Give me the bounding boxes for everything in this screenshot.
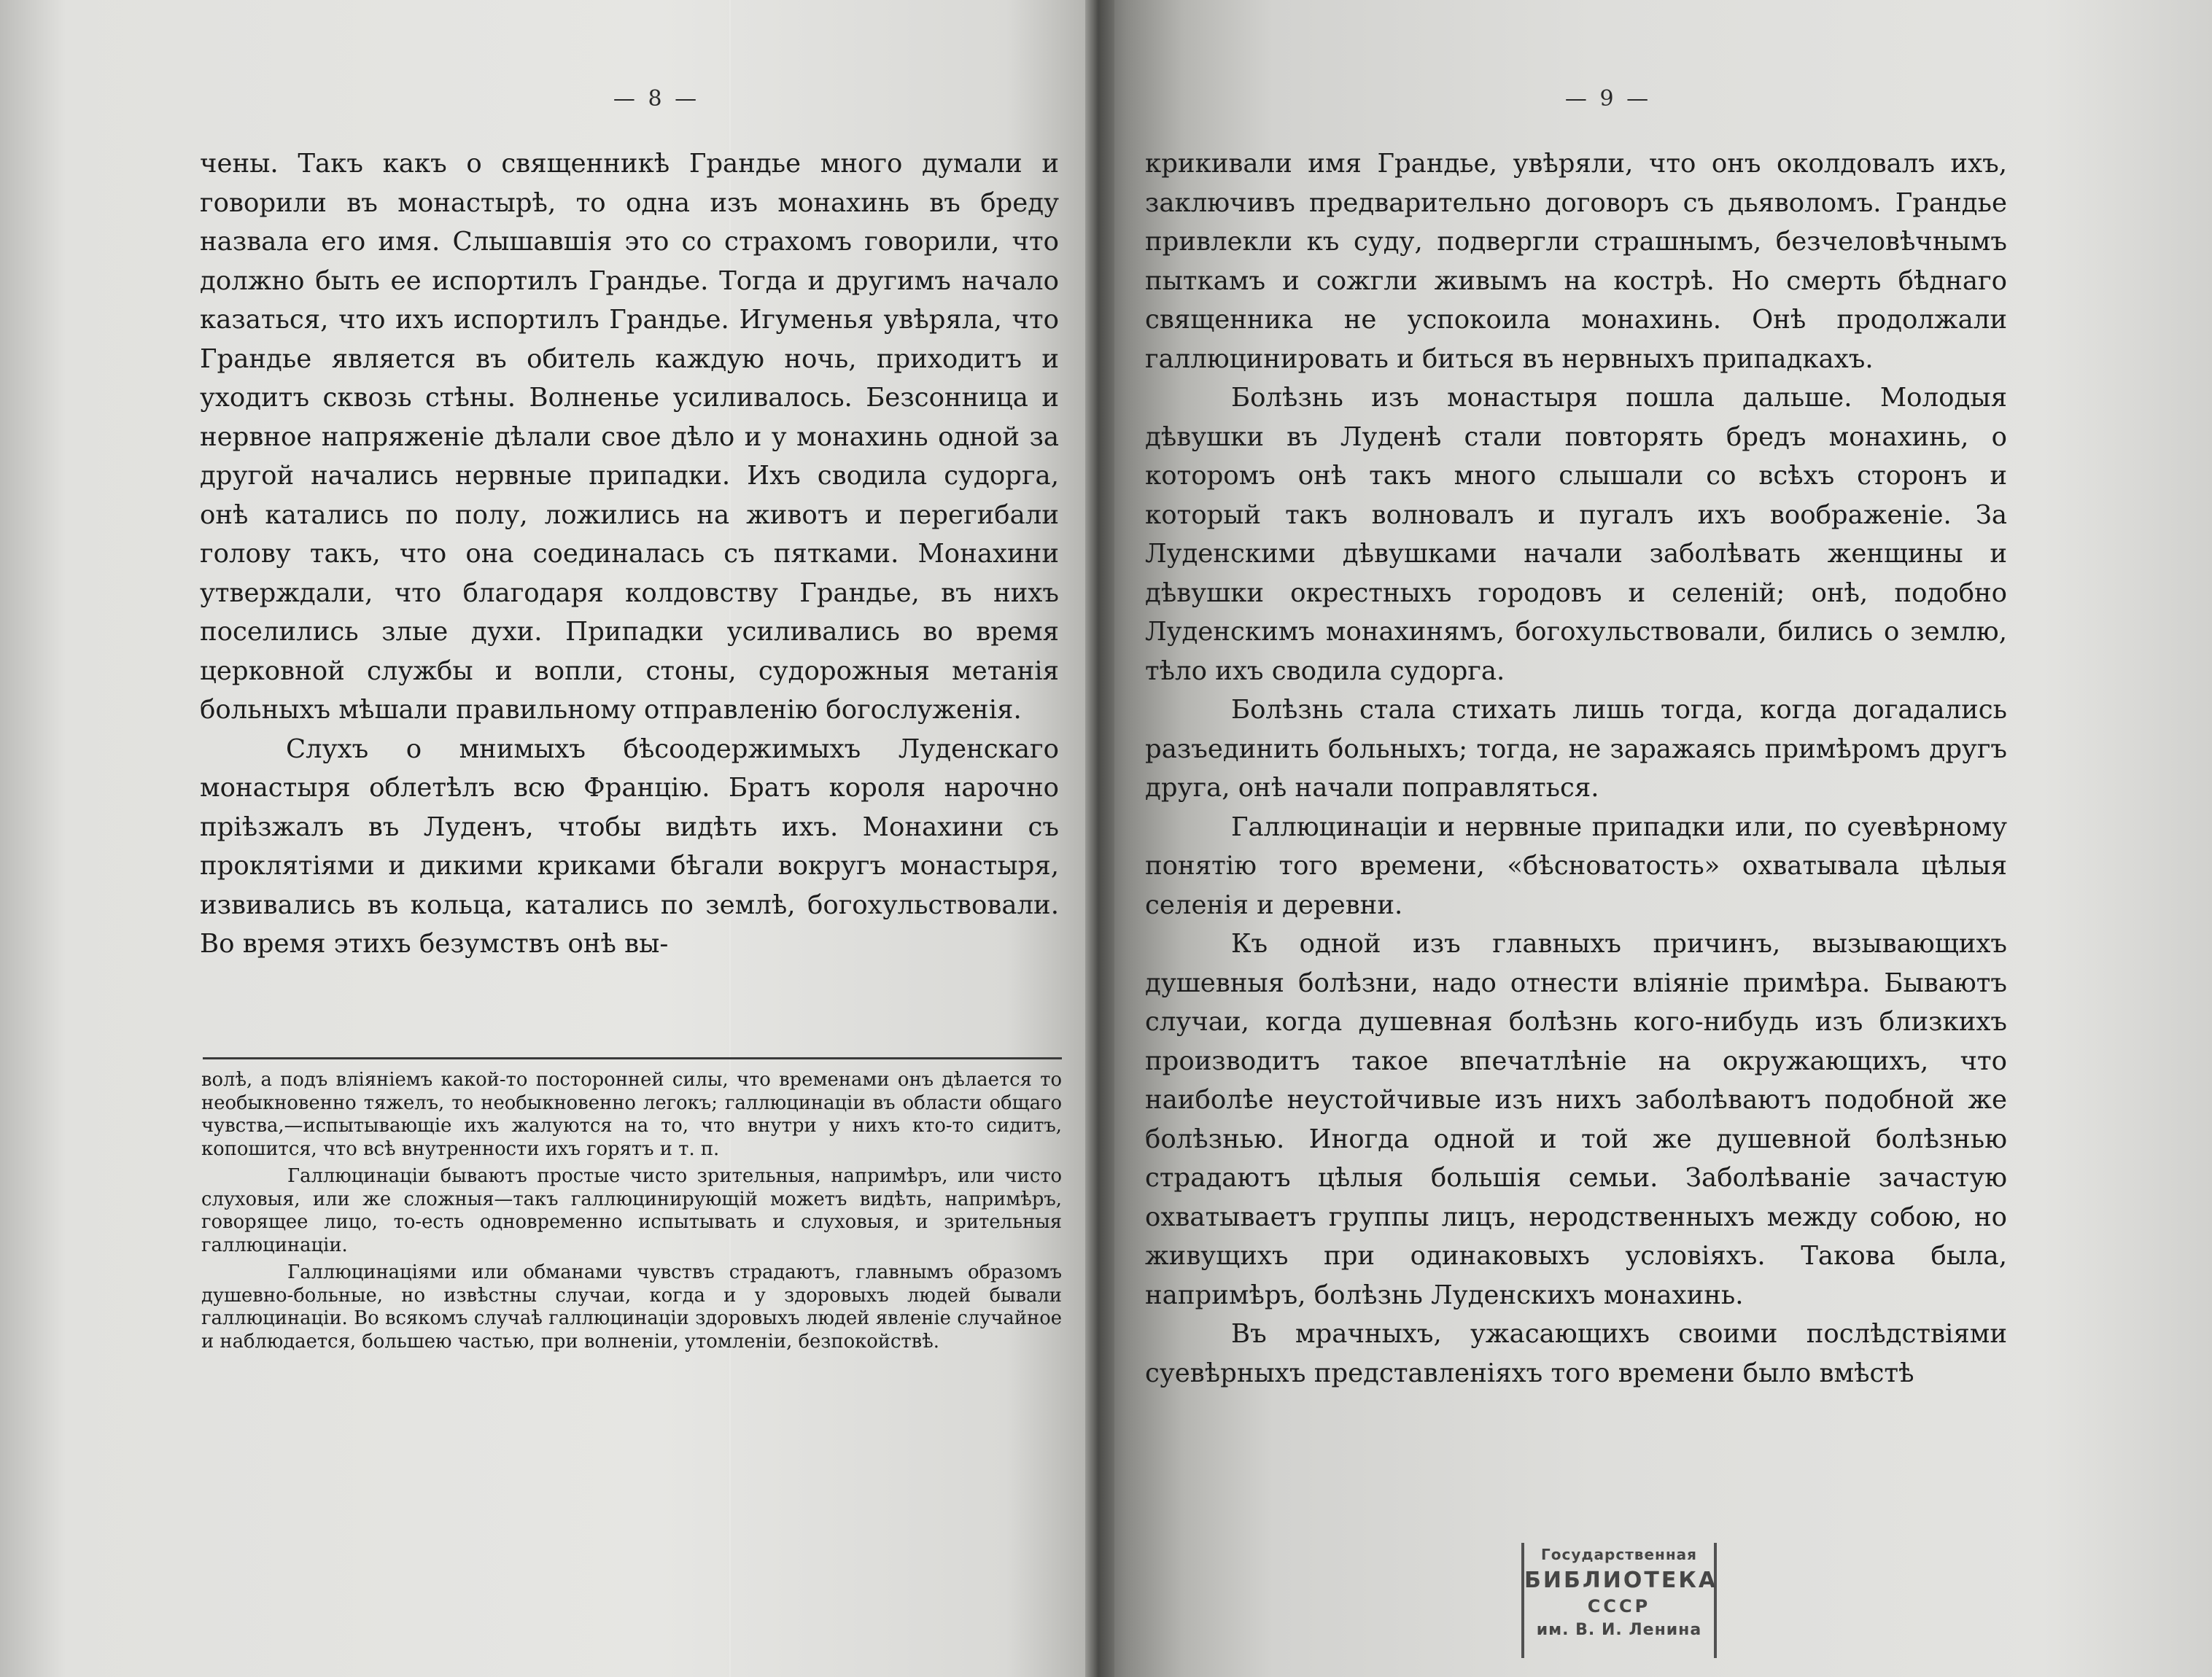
footnote-divider bbox=[203, 1057, 1062, 1059]
right-paragraph: Болѣзнь изъ монастыря пошла дальше. Молодыя дѣвушки въ Луденѣ стали повторять бредъ монахинь, о которомъ онѣ такъ много слышали со всѣхъ сторонъ и который такъ волновалъ и пугалъ ихъ воображеніе. За Луденскими дѣвушками начали заболѣвать женщины и дѣвушки окрестныхъ городовъ и селеній; онѣ, подобно Луденскимъ монахинямъ, богохульствовали, бились о землю, тѣло ихъ сводила судорга. bbox=[1145, 383, 2007, 686]
left-paragraph: Слухъ о мнимыхъ бѣсоодержимыхъ Луденскаго монастыря облетѣлъ всю Францію. Братъ короля нарочно пріѣзжалъ въ Луденъ, чтобы видѣть ихъ. Монахини съ проклятіями и дикими криками бѣгали вокругъ монастыря, извивались въ кольца, катались по землѣ, богохульствовали. Во время этихъ безумствъ онѣ вы- bbox=[200, 734, 1059, 959]
stamp-line: БИБЛИОТЕКА bbox=[1524, 1568, 1718, 1593]
right-paragraph: Галлюцинаціи и нервные припадки или, по суевѣрному понятію того времени, «бѣсноватость» охватывала цѣлыя селенія и деревни. bbox=[1145, 812, 2007, 920]
right-body-text bbox=[1145, 144, 2007, 1393]
binding-gutter bbox=[1085, 0, 1114, 1677]
footnote-paragraph: волѣ, а подъ вліяніемъ какой-то посторонней силы, что временами онъ дѣлается то необыкновенно тяжелъ, то необыкновенно легокъ; галлюцинаціи въ области общаго чувства,—испытывающіе ихъ жалуются на то, что внутри у нихъ кто-то сидитъ, копошится, что всѣ внутренности ихъ горятъ и т. п. bbox=[201, 1069, 1062, 1160]
footnote-paragraph: Галлюцинаціями или обманами чувствъ страдаютъ, главнымъ образомъ душевно-больные, но извѣстны случаи, когда и у здоровыхъ людей бывали галлюцинаціи. Во всякомъ случаѣ галлюцинаціи здоровыхъ людей явленіе случайное и наблюдается, большею частью, при волненіи, утомленіи, безпокойствѣ. bbox=[201, 1261, 1062, 1353]
left-body-text bbox=[200, 144, 1059, 964]
right-paragraph: Болѣзнь стала стихать лишь тогда, когда догадались разъединить больныхъ; тогда, не заражаясь примѣромъ другъ друга, онѣ начали поправляться. bbox=[1145, 695, 2007, 803]
left-paragraph: чены. Такъ какъ о священникѣ Грандье много думали и говорили въ монастырѣ, то одна изъ монахинь въ бреду назвала его имя. Слышавшія это со страхомъ говорили, что должно быть ее испортилъ Грандье. Тогда и другимъ начало казаться, что ихъ испортилъ Грандье. Игуменья увѣряла, что Грандье является въ обитель каждую ночь, приходитъ и уходитъ сквозь стѣны. Волненье усиливалось. Безсонница и нервное напряженіе дѣлали свое дѣло и у монахинь одной за другой начались нервные припадки. Ихъ сводила судорга, онѣ катались по полу, ложились на животъ и перегибали голову такъ, что она соединалась съ пятками. Монахини утверждали, что благодаря колдовству Грандье, въ нихъ поселились злые духи. Припадки усиливались во время церковной службы и вопли, стоны, судорожныя метанія больныхъ мѣшали правильному отправленію богослуженія. bbox=[200, 149, 1059, 725]
left-page-number: — 8 — bbox=[613, 86, 700, 112]
footnotes bbox=[201, 1069, 1062, 1358]
right-page-number: — 9 — bbox=[1564, 86, 1652, 112]
footnote-paragraph: Галлюцинаціи бываютъ простые чисто зрительныя, напримѣръ, или чисто слуховыя, или же сложныя—такъ галлюцинирующій можетъ видѣть, напримѣръ, говорящее лицо, то-есть одновременно испытывать и слуховыя, и зрительныя галлюцинаціи. bbox=[201, 1165, 1062, 1256]
right-paragraph: крикивали имя Грандье, увѣряли, что онъ околдовалъ ихъ, заключивъ предварительно договоръ съ дьяволомъ. Грандье привлекли къ суду, подвергли страшнымъ, безчеловѣчнымъ пыткамъ и сожгли живымъ на кострѣ. Но смерть бѣднаго священника не успокоила монахинь. Онѣ продолжали галлюцинировать и биться въ нервныхъ припадкахъ. bbox=[1145, 149, 2007, 374]
stamp-line: Государственная bbox=[1541, 1546, 1697, 1563]
right-paragraph: Въ мрачныхъ, ужасающихъ своими послѣдствіями суевѣрныхъ представленіяхъ того времени было вмѣстѣ bbox=[1145, 1319, 2007, 1388]
stamp-line: СССР bbox=[1587, 1596, 1651, 1616]
right-paragraph: Къ одной изъ главныхъ причинъ, вызывающихъ душевныя болѣзни, надо отнести вліяніе примѣра. Бываютъ случаи, когда душевная болѣзнь кого-нибудь изъ близкихъ производитъ такое впечатлѣніе на окружающихъ, что наиболѣе неустойчивые изъ нихъ заболѣваютъ подобной же болѣзнью. Иногда одной и той же душевной болѣзнью страдаютъ цѣлыя большія семьи. Заболѣваніе зачастую охватываетъ группы лицъ, неродственныхъ между собою, но живущихъ при одинаковыхъ условіяхъ. Такова была, напримѣръ, болѣзнь Луденскихъ монахинь. bbox=[1145, 929, 2007, 1310]
stamp-line: им. В. И. Ленина bbox=[1536, 1621, 1702, 1639]
library-stamp bbox=[1521, 1543, 1717, 1658]
